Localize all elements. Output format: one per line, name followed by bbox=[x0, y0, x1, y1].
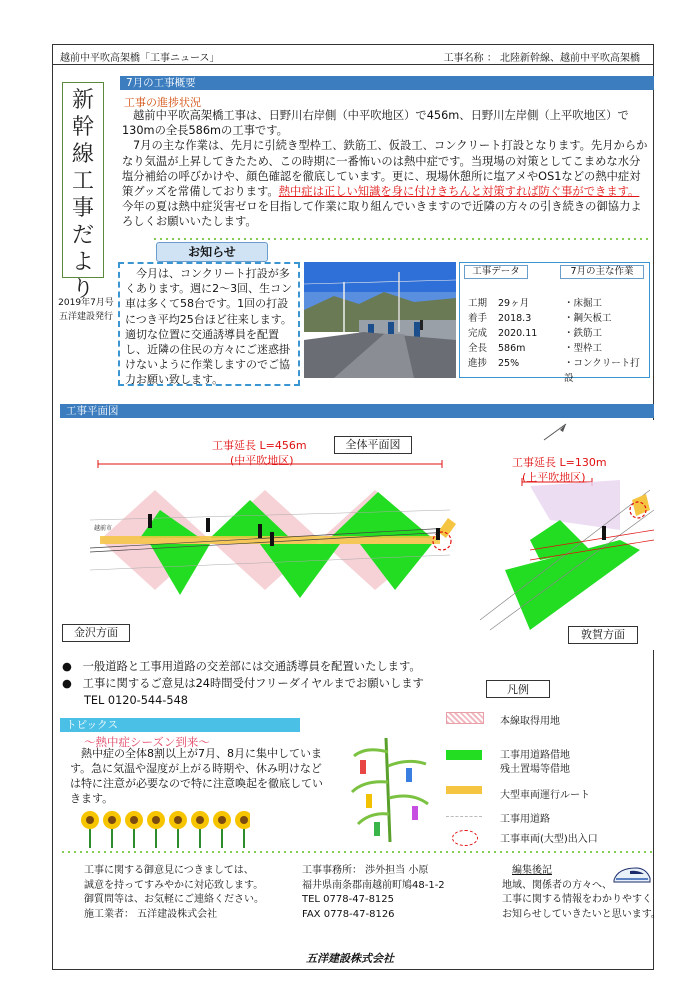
data-value: 29ヶ月 bbox=[498, 298, 530, 309]
bullet-1: ● 一般道路と工事用道路の交差部には交通誘導員を配置いたします。 bbox=[62, 660, 421, 673]
issue-info bbox=[52, 296, 120, 324]
company-name: 五洋建設株式会社 bbox=[306, 952, 394, 965]
data-work: ・鋼矢板工 bbox=[564, 313, 612, 324]
issue-date: 2019年7月号 bbox=[58, 298, 114, 308]
plan-header: 工事平面図 bbox=[60, 404, 654, 418]
site-photo-illustration bbox=[304, 262, 456, 378]
works-tab: 7月の主な作業 bbox=[560, 265, 644, 279]
topics-header: トピックス bbox=[60, 718, 300, 732]
tanabata-bamboo-illustration bbox=[346, 732, 434, 844]
overall-plan-label: 全体平面図 bbox=[334, 436, 412, 454]
right-extension-area: (上平吹地区) bbox=[522, 471, 586, 484]
overview-header: 7月の工事概要 bbox=[120, 76, 654, 90]
footer-office: 工事事務所： 渉外担当 小原 福井県南条郡南越前町鳩48-1-2 TEL 0778-47-8125 FAX 0778-47-8126 bbox=[302, 865, 445, 920]
topics-text: 熱中症の全体8割以上が7月、8月に集中しています。急に気温や湿度が上がる時期や、休み明けなどは特に注意が必要なので特に注意喚起を徹底していきます。 bbox=[70, 747, 323, 805]
overview-p2-a: 7月の主な作業は、先月に引続き型枠工、鉄筋工、仮設工、コンクリート打設となります。先月からかなり気温が上昇してきたため、この時期に一番怖いのは熱中症です。当現場の対策としてこまめな水分塩分補給の呼びかけや、顔色確認を徹底しています。更に、現場休憩所に塩アメやOS1などの熱中症対策グッズを常備しております。 bbox=[122, 139, 648, 199]
legend-title: 凡例 bbox=[486, 680, 550, 698]
direction-tsuruga: 敦賀方面 bbox=[568, 626, 638, 644]
legend-swatch bbox=[446, 712, 484, 724]
overview-p2-highlight: 熱中症は正しい知識を身に付けきちんと対策すれば防ぐ事ができます。 bbox=[278, 185, 640, 199]
legend-swatch bbox=[446, 786, 482, 794]
footer-editor-note: 編集後記 地域、関係者の方々へ、 工事に関する情報をわかりやすく お知らせしていきたいと思います。 bbox=[502, 865, 661, 920]
notice-box bbox=[118, 262, 300, 386]
legend-swatch bbox=[446, 816, 482, 817]
data-value: 25% bbox=[498, 358, 520, 369]
data-tab: 工事データ bbox=[464, 265, 528, 279]
shinkansen-icon bbox=[612, 862, 652, 886]
progress-subheading: 工事の進捗状況 bbox=[124, 96, 201, 109]
overview-p1: 越前中平吹高架橋工事は、日野川右岸側（中平吹地区）で456m、日野川左岸側（上平吹地区）で130mの全長586mの工事です。 bbox=[122, 109, 629, 138]
data-work: ・コンクリート打設 bbox=[564, 358, 640, 384]
data-label: 工期 bbox=[468, 298, 488, 309]
notice-tag: お知らせ bbox=[156, 242, 268, 262]
topics-subheading: ～熱中症シーズン到来～ bbox=[84, 735, 210, 749]
bullet-2: ● 工事に関するご意見は24時間受付フリーダイヤルまでお願いします bbox=[62, 677, 424, 690]
footer-contact-note: 工事に関する御意見につきましては、 誠意を持ってすみやかに対応致します。 御質問等は、お気軽にご連絡ください。 施工業者： 五洋建設株式会社 bbox=[84, 865, 264, 920]
map-label-echizen: 越前市 bbox=[94, 525, 113, 532]
legend-swatch bbox=[452, 830, 478, 846]
data-label: 進捗 bbox=[468, 358, 488, 369]
data-work: ・鉄筋工 bbox=[564, 328, 603, 339]
data-value: 586m bbox=[498, 343, 526, 354]
data-work: ・型枠工 bbox=[564, 343, 603, 354]
header-divider bbox=[52, 64, 654, 65]
data-label: 着手 bbox=[468, 313, 488, 324]
data-label: 完成 bbox=[468, 328, 488, 339]
left-extension-area: (中平吹地区) bbox=[230, 454, 294, 467]
free-dial: TEL 0120-544-548 bbox=[84, 694, 188, 707]
data-value: 2020.11 bbox=[498, 328, 538, 339]
overview-text bbox=[122, 108, 650, 230]
dotted-divider bbox=[152, 238, 650, 240]
overview-p2 bbox=[122, 138, 650, 229]
data-label: 全長 bbox=[468, 343, 488, 354]
legend-swatch bbox=[446, 750, 482, 760]
notice-bullets bbox=[62, 658, 424, 709]
project-name: 工事名称 ： 北陸新幹線、越前中平吹高架橋 bbox=[443, 53, 640, 64]
data-value: 2018.3 bbox=[498, 313, 532, 324]
left-extension-length: 工事延長 L=456m bbox=[212, 439, 307, 452]
dotted-divider-footer bbox=[60, 851, 654, 853]
newsletter-name: 越前中平吹高架橋「工事ニュース」 bbox=[60, 53, 220, 64]
sunflower-decoration bbox=[80, 808, 250, 848]
overview-p2-b: 今年の夏は熱中症災害ゼロを目指して作業に取り組んでいきますので近隣の方々の引き続きの御協力よろしくお願いいたします。 bbox=[122, 200, 642, 229]
notice-text: 今月は、コンクリート打設が多くあります。週に2～3回、生コン車は多くて58台です。1回の打設につき平均25台ほど往来します。適切な位置に交通誘導員を配置し、近隣の住民の方々にご迷惑掛けないように作業しますのでご協力お願い致します。 bbox=[125, 267, 293, 387]
data-work: ・床掘工 bbox=[564, 298, 603, 309]
site-photo bbox=[304, 262, 456, 378]
direction-kanazawa: 金沢方面 bbox=[62, 624, 130, 642]
project-data-box bbox=[459, 262, 650, 384]
masthead-title: 新幹線工事だより bbox=[62, 82, 104, 278]
publisher: 五洋建設発行 bbox=[58, 312, 113, 322]
right-extension-length: 工事延長 L=130m bbox=[512, 456, 607, 469]
